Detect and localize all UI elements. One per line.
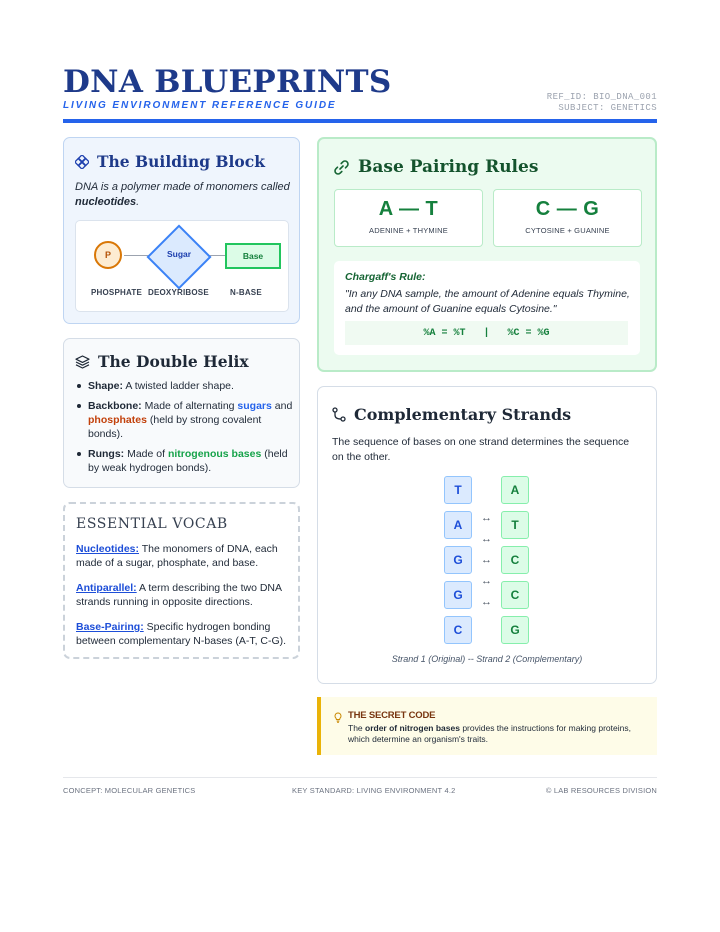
vocab-definition: Specific hydrogen bonding between complementary N-bases (A-T, C-G). bbox=[76, 621, 287, 647]
header-divider bbox=[63, 119, 657, 123]
strand2-base: T bbox=[501, 511, 529, 539]
strand2-base: A bbox=[501, 476, 529, 504]
hydrogen-bond-icon: ↔ bbox=[481, 512, 492, 524]
n-base-label: N-BASE bbox=[230, 288, 262, 297]
building-block-description bbox=[75, 180, 293, 210]
building-block-card bbox=[63, 137, 300, 324]
text-backbone-end: (held by strong covalent bonds). bbox=[88, 414, 262, 440]
nucleotide-diagram bbox=[75, 220, 289, 312]
highlight-phosphates: phosphates bbox=[88, 414, 147, 426]
vocab-item bbox=[76, 542, 291, 570]
footer-standard: KEY STANDARD: LIVING ENVIRONMENT 4.2 bbox=[292, 786, 456, 795]
vocab-term: Antiparallel: bbox=[76, 582, 137, 594]
vocab-definition: A term describing the two DNA strands running in opposite directions. bbox=[76, 582, 282, 608]
double-helix-title: The Double Helix bbox=[98, 352, 249, 371]
pair-box-cg bbox=[493, 189, 642, 247]
page-title: DNA BLUEPRINTS bbox=[63, 64, 392, 100]
base-pairing-heading bbox=[333, 157, 538, 177]
text-backbone-and: and bbox=[271, 400, 293, 412]
pair-name-at: ADENINE + THYMINE bbox=[369, 226, 448, 235]
sugar-label: Sugar bbox=[166, 249, 192, 259]
helix-facts-list bbox=[75, 379, 293, 481]
chargaff-rule-box bbox=[334, 261, 640, 355]
branch-icon bbox=[332, 407, 346, 422]
term-shape: Shape: bbox=[88, 380, 124, 392]
text-backbone: Made of alternating bbox=[141, 400, 238, 412]
base-pairing-title: Base Pairing Rules bbox=[358, 157, 539, 177]
lightbulb-icon bbox=[334, 712, 342, 726]
reference-info bbox=[547, 92, 657, 114]
highlight-sugars: sugars bbox=[237, 400, 272, 412]
description-bold: nucleotides bbox=[75, 196, 137, 208]
list-item-backbone bbox=[75, 399, 293, 441]
sugar-diamond bbox=[146, 224, 212, 290]
chargaff-title: Chargaff's Rule: bbox=[345, 271, 426, 283]
secret-body-bold: order of nitrogen bases bbox=[365, 723, 460, 733]
pair-box-at bbox=[334, 189, 483, 247]
secret-code-callout bbox=[317, 697, 657, 755]
list-item-rungs bbox=[75, 447, 293, 475]
layers-icon bbox=[75, 355, 90, 369]
text-rungs: Made of bbox=[124, 448, 168, 460]
footer-copyright: © LAB RESOURCES DIVISION bbox=[545, 786, 657, 795]
vocab-definition: The monomers of DNA, each made of a sugar, phosphate, and base. bbox=[76, 543, 278, 569]
term-backbone: Backbone: bbox=[88, 400, 142, 412]
base-box: Base bbox=[225, 243, 281, 269]
strand2-base: C bbox=[501, 581, 529, 609]
chargaff-formula: %A = %T | %C = %G bbox=[345, 321, 628, 345]
hydrogen-bond-icon: ↔ bbox=[481, 575, 492, 587]
strand1-base: C bbox=[444, 616, 472, 644]
phosphate-label: PHOSPHATE bbox=[91, 288, 142, 297]
text-shape: A twisted ladder shape. bbox=[123, 380, 234, 392]
building-block-heading bbox=[75, 152, 265, 171]
description-end: . bbox=[136, 196, 140, 208]
strands-caption: Strand 1 (Original) -- Strand 2 (Complementary) bbox=[391, 654, 583, 664]
building-block-title: The Building Block bbox=[97, 152, 265, 171]
secret-body-end: provides the instructions for making proteins, which determine an organism's traits. bbox=[348, 723, 631, 744]
chargaff-quote: "In any DNA sample, the amount of Adenine equals Thymine, and the amount of Guanine equals Cytosine." bbox=[345, 288, 630, 315]
secret-body bbox=[348, 723, 648, 745]
secret-body-start: The bbox=[348, 723, 366, 733]
vocab-item bbox=[76, 620, 291, 648]
strand1-base: A bbox=[444, 511, 472, 539]
term-rungs: Rungs: bbox=[88, 448, 125, 460]
link-icon bbox=[333, 159, 350, 176]
vocab-term: Nucleotides: bbox=[76, 543, 140, 555]
molecule-icon bbox=[75, 155, 89, 169]
vocab-card bbox=[63, 502, 300, 659]
description-text: DNA is a polymer made of monomers called bbox=[75, 181, 290, 193]
text-rungs-end: (held by weak hydrogen bonds). bbox=[88, 448, 288, 474]
vocab-title: ESSENTIAL VOCAB bbox=[76, 516, 228, 532]
pair-symbol-cg: C — G bbox=[535, 198, 600, 220]
list-item-shape bbox=[75, 379, 293, 393]
hydrogen-bond-icon: ↔ bbox=[481, 596, 492, 608]
highlight-bases: nitrogenous bases bbox=[167, 448, 262, 460]
secret-title: THE SECRET CODE bbox=[348, 710, 436, 721]
complementary-strands-card bbox=[317, 386, 657, 684]
pair-name-cg: CYTOSINE + GUANINE bbox=[525, 226, 610, 235]
strand1-base: G bbox=[444, 581, 472, 609]
complementary-title: Complementary Strands bbox=[354, 405, 572, 424]
pair-symbol-at: A — T bbox=[378, 198, 439, 220]
complementary-heading bbox=[332, 405, 571, 424]
vocab-term: Base-Pairing: bbox=[76, 621, 144, 633]
ref-id: REF_ID: BIO_DNA_001 bbox=[546, 92, 657, 102]
phosphate-circle: P bbox=[94, 241, 122, 269]
strand1-base: T bbox=[444, 476, 472, 504]
base-pairing-card bbox=[317, 137, 657, 372]
double-helix-heading bbox=[75, 352, 249, 371]
footer-concept: CONCEPT: MOLECULAR GENETICS bbox=[63, 786, 196, 795]
strand2-base: C bbox=[501, 546, 529, 574]
strand1-base: G bbox=[444, 546, 472, 574]
subject: SUBJECT: GENETICS bbox=[558, 103, 657, 113]
complementary-description: The sequence of bases on one strand determines the sequence on the other. bbox=[332, 436, 630, 463]
double-helix-card bbox=[63, 338, 300, 488]
deoxyribose-label: DEOXYRIBOSE bbox=[148, 288, 209, 297]
page-header bbox=[63, 64, 657, 111]
strand2-base: G bbox=[501, 616, 529, 644]
hydrogen-bond-icon: ↔ bbox=[481, 533, 492, 545]
hydrogen-bond-icon: ↔ bbox=[481, 554, 492, 566]
vocab-item bbox=[76, 581, 291, 609]
page-subtitle: LIVING ENVIRONMENT REFERENCE GUIDE bbox=[63, 100, 337, 111]
footer-divider bbox=[63, 777, 657, 778]
